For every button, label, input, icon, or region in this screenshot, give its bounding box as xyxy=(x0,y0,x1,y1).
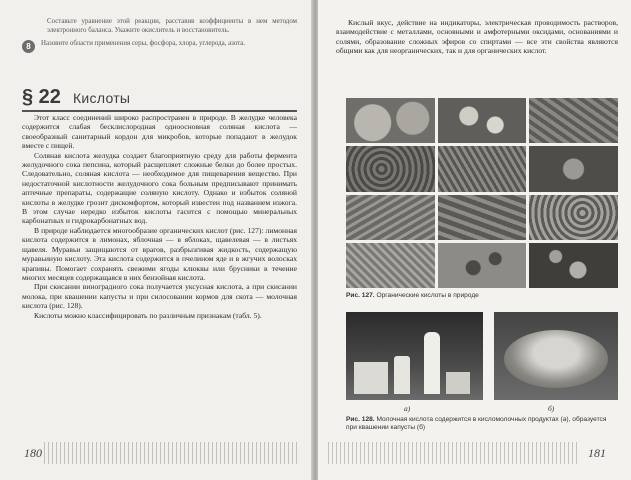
figure-128-caption xyxy=(346,416,618,432)
photo-dairy-products xyxy=(346,312,483,400)
figure-127-text: Органические кислоты в природе xyxy=(376,292,479,299)
photo-berries xyxy=(438,243,527,288)
paragraph: Этот класс соединений широко распространен в природе. В желудке человека содержится слабая бесклислородная одноосновная соляная кислота — своеобразный санитарный кордон для микробов, которые попадают в желудок вместе с пищей. xyxy=(22,113,297,151)
paragraph: При скисании виноградного сока получается уксусная кислота, а при скисании молока, при квашении капусты и при силосовании кормов для скота — молочная кислота (рис. 128). xyxy=(22,282,297,311)
photo-ant-close xyxy=(529,146,618,191)
footer-hatch xyxy=(44,442,299,464)
question-intro xyxy=(47,18,297,35)
figure-127-label: Рис. 127. xyxy=(346,292,375,299)
figure-127-caption xyxy=(346,292,618,300)
paragraph: Соляная кислота желудка создает благоприятную среду для работы фермента желудочного сока пепсина, который расщепляет сложные белки до более простых. Следовательно, соляная кислота — необходимое для пищеварения вещество. При недостаточной кислотности желудочного сока больным предписывают принимать аптечные препараты, содержащие соляную кислоту. Однако и избыток соляной кислоты в желудке грозит дискомфортом, который известен под названием изжога. В этом случае нередко избыток кислоты гасится с помощью минеральных карбонатных и гидрокарбонатных вод. xyxy=(22,150,297,226)
figure-128-label-a: а) xyxy=(404,404,411,413)
figure-127-photo-grid xyxy=(346,98,618,288)
right-intro-text xyxy=(336,18,618,56)
page-number: 181 xyxy=(588,446,606,460)
figure-128-label-b: б) xyxy=(548,404,555,413)
photo-apples-leaves xyxy=(438,98,527,143)
left-body-text xyxy=(22,113,297,320)
photo-bees xyxy=(438,146,527,191)
photo-sorrel xyxy=(529,98,618,143)
heading-divider xyxy=(22,110,297,112)
paragraph: В природе наблюдается многообразие органических кислот (рис. 127): лимонная кислота содержится в лимонах, яблочная — в яблоках, щавелевая — в листьях щавеля. Муравьи защищаются от врагов, разбрызгивая жидкость, содержащую муравьиную кислоту. Эта кислота содержится в пчелином яде и в жгучих волосках крапивы. Помогает сохранять свежими ягоды клюквы или брусники в течение многих месяцев содержащаяся в них бензойная кислота. xyxy=(22,225,297,282)
page-number: 180 xyxy=(24,446,42,460)
paragraph: Кислоты можно классифицировать по различным признакам (табл. 5). xyxy=(34,310,262,320)
left-page xyxy=(0,0,313,480)
paragraph: Кислый вкус, действие на индикаторы, электрическая проводимость растворов, взаимодействие с металлами, основными и амфотерными оксидами, основаниями и солями, образование сложных эфиров со спиртами — все эти свойства являются общими как для неорганических, так и для органических кислот. xyxy=(336,18,618,56)
question-number-badge: 8 xyxy=(22,40,35,53)
photo-nettle xyxy=(346,195,435,240)
section-heading xyxy=(22,86,297,109)
figure-128-text: Молочная кислота содержится в кисломолочных продуктах (а), образуется при квашении капусты (б) xyxy=(346,416,607,431)
photo-grapes xyxy=(529,195,618,240)
figure-128-label: Рис. 128. xyxy=(346,416,375,423)
photo-lemons xyxy=(346,98,435,143)
photo-nettle-leaves xyxy=(438,195,527,240)
section-number: § 22 xyxy=(22,86,61,108)
question-intro-text: Составьте уравнение этой реакции, расставив коэффициенты в нем методом электронного баланса. Укажите окислитель и восстановитель. xyxy=(47,18,297,34)
question-8-text: Назовите области применения серы, фосфора, хлора, углерода, азота. xyxy=(41,40,246,47)
photo-ants xyxy=(346,146,435,191)
right-page xyxy=(318,0,631,480)
photo-cranberries xyxy=(346,243,435,288)
section-title: Кислоты xyxy=(72,89,131,106)
photo-sauerkraut xyxy=(494,312,618,400)
question-8 xyxy=(22,40,297,53)
footer-hatch xyxy=(328,442,578,464)
photo-lingonberry xyxy=(529,243,618,288)
